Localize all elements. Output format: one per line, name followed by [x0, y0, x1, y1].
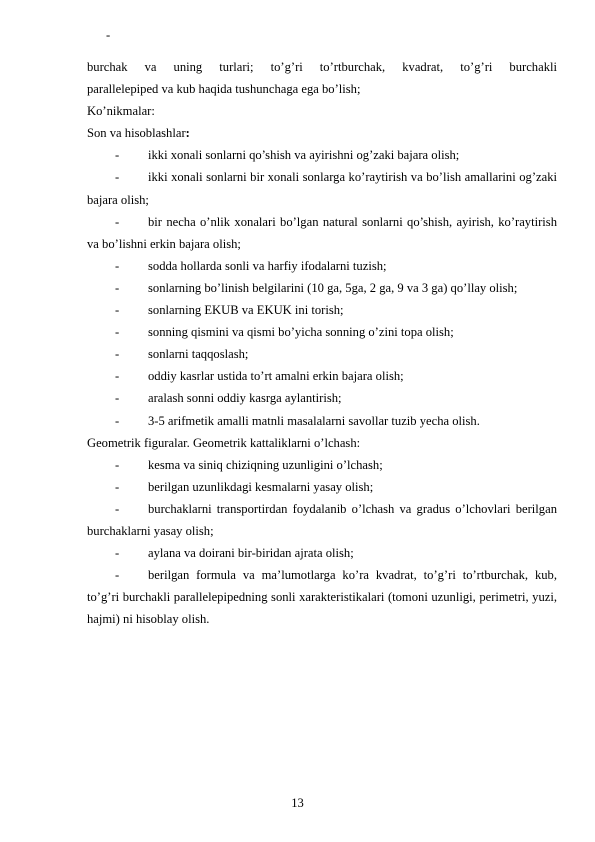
list-item-text: ikki xonali sonlarni bir xonali sonlarga ko’raytirish va bo’lish amallarini og’zaki bajara olish;	[87, 170, 557, 207]
list-item	[87, 277, 557, 299]
list-bullet: -	[115, 325, 120, 340]
numbers-list	[87, 144, 557, 431]
list-bullet: -	[115, 280, 120, 295]
list-item-text: kesma va siniq chiziqning uzunligini o’lchash;	[148, 457, 383, 472]
list-item	[87, 321, 557, 343]
list-item-text: 3-5 arifmetik amalli matnli masalalarni savollar tuzib yecha olish.	[148, 413, 480, 428]
list-item	[87, 166, 557, 210]
geometry-list	[87, 454, 557, 631]
list-item	[87, 410, 557, 432]
numbers-heading	[87, 122, 557, 144]
list-bullet: -	[115, 568, 120, 583]
list-item-text: berilgan uzunlikdagi kesmalarni yasay olish;	[148, 479, 374, 494]
list-bullet: -	[115, 501, 120, 516]
list-bullet: -	[115, 391, 120, 406]
list-item	[87, 476, 557, 498]
list-item	[87, 144, 557, 166]
skills-heading: Ko’nikmalar:	[87, 104, 155, 119]
list-bullet: -	[115, 258, 120, 273]
intro-line-1: burchak va uning turlari; to’g’ri to’rtburchak, kvadrat, to’g’ri burchakli	[87, 60, 557, 74]
geometry-heading: Geometrik figuralar. Geometrik kattaliklarni o’lchash:	[87, 435, 361, 450]
list-bullet: -	[115, 546, 120, 561]
list-bullet: -	[115, 170, 120, 185]
list-bullet: -	[115, 214, 120, 229]
page-number: 13	[291, 796, 304, 810]
numbers-heading-text: Son va hisoblashlar	[87, 126, 186, 141]
list-item-text: ikki xonali sonlarni qo’shish va ayirishni og’zaki bajara olish;	[148, 148, 460, 163]
top-dash-marker: -	[106, 28, 111, 42]
list-bullet: -	[115, 347, 120, 362]
list-item-text: berilgan formula va ma’lumotlarga ko’ra kvadrat, to’g’ri to’rtburchak, kub, to’g’ri burchakli parallelepipedning sonli xarakteristikalari (tomoni uzunligi, perimetri, yuzi, hajmi) ni hisoblay olish.	[87, 568, 557, 627]
list-item	[87, 542, 557, 564]
list-item-text: aralash sonni oddiy kasrga aylantirish;	[148, 391, 342, 406]
numbers-heading-colon: :	[185, 126, 190, 141]
list-bullet: -	[115, 303, 120, 318]
list-item	[87, 365, 557, 387]
list-item	[87, 564, 557, 630]
list-bullet: -	[115, 479, 120, 494]
list-item	[87, 299, 557, 321]
list-item	[87, 255, 557, 277]
list-bullet: -	[115, 369, 120, 384]
list-item-text: sonlarning EKUB va EKUK ini torish;	[148, 303, 344, 318]
list-item-text: oddiy kasrlar ustida to’rt amalni erkin bajara olish;	[148, 369, 404, 384]
intro-line-2: parallelepiped va kub haqida tushunchaga ega bo’lish;	[87, 82, 361, 97]
list-item-text: sodda hollarda sonli va harfiy ifodalarni tuzish;	[148, 258, 387, 273]
list-item	[87, 387, 557, 409]
page-content	[87, 56, 557, 630]
list-bullet: -	[115, 457, 120, 472]
list-item	[87, 343, 557, 365]
list-bullet: -	[115, 148, 120, 163]
list-item-text: sonning qismini va qismi bo’yicha sonning o’zini topa olish;	[148, 325, 454, 340]
list-item	[87, 454, 557, 476]
list-item-text: burchaklarni transportirdan foydalanib o’lchash va gradus o’lchovlari berilgan burchaklarni yasay olish;	[87, 501, 557, 538]
list-item-text: sonlarni taqqoslash;	[148, 347, 249, 362]
list-item	[87, 211, 557, 255]
list-item-text: aylana va doirani bir-biridan ajrata olish;	[148, 546, 354, 561]
list-item-text: bir necha o’nlik xonalari bo’lgan natural sonlarni qo’shish, ayirish, ko’raytirish va bo’lishni erkin bajara olish;	[87, 214, 557, 251]
list-item	[87, 498, 557, 542]
list-bullet: -	[115, 413, 120, 428]
list-item-text: sonlarning bo’linish belgilarini (10 ga, 5ga, 2 ga, 9 va 3 ga) qo’llay olish;	[148, 280, 518, 295]
